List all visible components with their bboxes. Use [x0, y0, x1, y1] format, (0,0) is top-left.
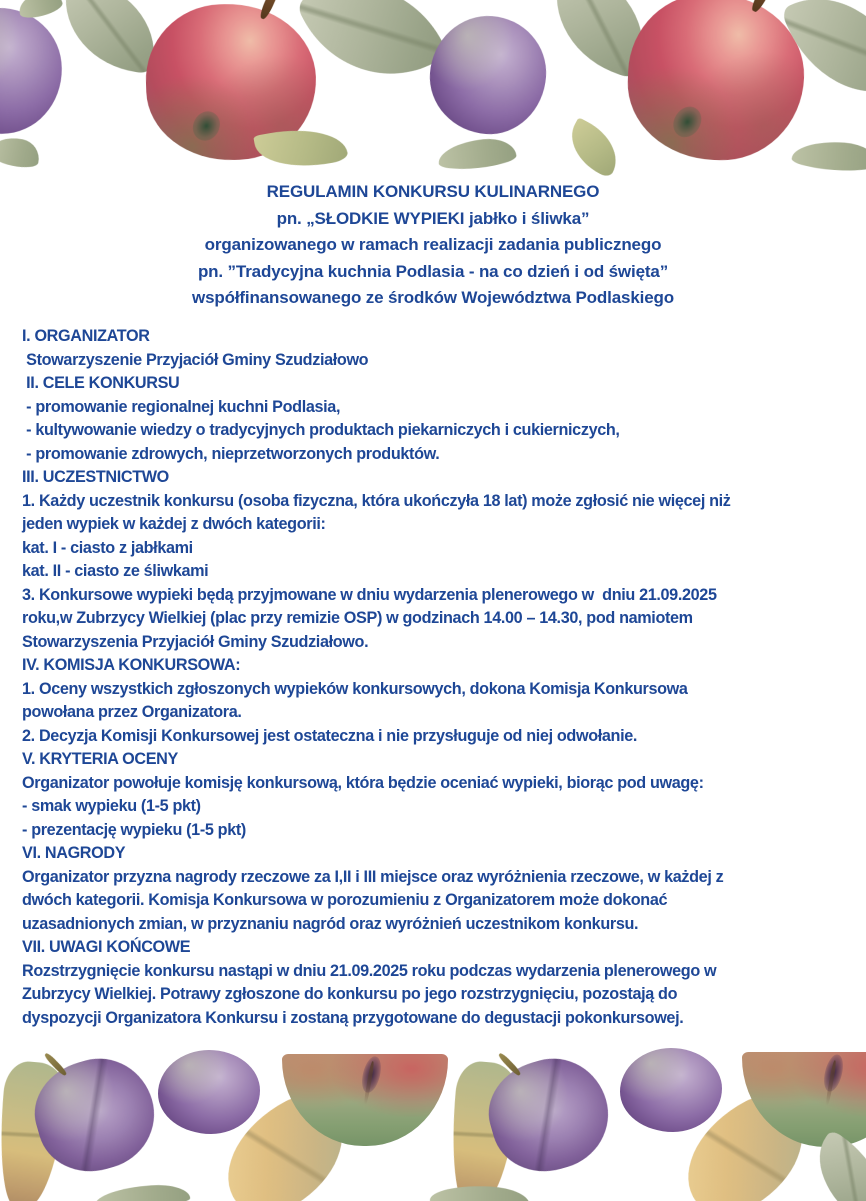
body-line: powołana przez Organizatora.: [22, 703, 242, 721]
body-line: - promowanie regionalnej kuchni Podlasia,: [22, 397, 341, 416]
olive-leaf-illustration: [253, 120, 349, 175]
sage-leaf-illustration: [797, 1129, 866, 1201]
body-line: V. KRYTERIA OCENY: [22, 750, 178, 768]
plum-illustration: [426, 12, 550, 138]
body-line: Stowarzyszenia Przyjaciół Gminy Szudziałowo.: [22, 632, 369, 651]
body-line: 1. Każdy uczestnik konkursu (osoba fizyczna, która ukończyła 18 lat) może zgłosić nie więcej niż: [22, 491, 731, 510]
body-line: roku,w Zubrzycy Wielkiej (plac przy remizie OSP) w godzinach 14.00 – 14.30, pod namiotem: [22, 609, 693, 627]
title-line: pn. „SŁODKIE WYPIEKI jabłko i śliwka”: [276, 208, 590, 228]
long-leaf-illustration: [446, 1060, 520, 1201]
body-line: II. CELE KONKURSU: [22, 374, 180, 392]
body-line: jeden wypiek w każdej z dwóch kategorii:: [22, 515, 326, 533]
olive-leaf-illustration: [560, 117, 628, 179]
body-line: Organizator przyzna nagrody rzeczowe za I,II i III miejsce oraz wyróżnienia rzeczowe, w każdej z: [22, 867, 724, 886]
plum-illustration: [158, 1050, 260, 1134]
body-line: kat. I - ciasto z jabłkami: [22, 538, 193, 557]
body-line: III. UCZESTNICTWO: [22, 468, 169, 486]
body-line: 2. Decyzja Komisji Konkursowej jest ostateczna i nie przysługuje od niej odwołanie.: [22, 726, 638, 745]
body-line: 3. Konkursowe wypieki będą przyjmowane w dniu wydarzenia plenerowego w dniu 21.09.2025: [22, 585, 717, 604]
body-line: Zubrzycy Wielkiej. Potrawy zgłoszone do konkursu po jego rozstrzygnięciu, pozostają do: [22, 985, 678, 1003]
body-line: VII. UWAGI KOŃCOWE: [22, 938, 191, 956]
body-line: - promowanie zdrowych, nieprzetworzonych produktów.: [22, 444, 440, 463]
leaf-tip-illustration: [791, 139, 866, 173]
leaf-tip-illustration: [429, 1183, 530, 1201]
body-line: Stowarzyszenie Przyjaciół Gminy Szudziałowo: [22, 350, 369, 369]
plum-illustration: [477, 1046, 621, 1184]
body-line: 1. Oceny wszystkich zgłoszonych wypieków konkursowych, dokona Komisja Konkursowa: [22, 679, 688, 698]
leaf-tip-illustration: [16, 0, 65, 21]
yellow-leaf-illustration: [205, 1083, 365, 1201]
yellow-leaf-illustration: [665, 1083, 825, 1201]
title-line: pn. ”Tradycyjna kuchnia Podlasia - na co dzień i od święta”: [197, 261, 669, 281]
body-line: kat. II - ciasto ze śliwkami: [22, 562, 209, 580]
document-body-block: [22, 325, 858, 1030]
body-line: IV. KOMISJA KONKURSOWA:: [22, 656, 241, 674]
body-line: uzasadnionych zmian, w przyznaniu nagród oraz wyróżnień uczestnikom konkursu.: [22, 914, 639, 933]
body-line: I. ORGANIZATOR: [22, 327, 150, 345]
body-line: Organizator powołuje komisję konkursową, która będzie oceniać wypieki, biorąc pod uwagę:: [22, 773, 704, 792]
plum-illustration: [0, 2, 68, 140]
plum-illustration: [23, 1046, 167, 1184]
title-line: REGULAMIN KONKURSU KULINARNEGO: [266, 182, 600, 201]
long-leaf-illustration: [0, 1060, 68, 1201]
body-line: Rozstrzygnięcie konkursu nastąpi w dniu 21.09.2025 roku podczas wydarzenia plenerowego w: [22, 961, 717, 980]
green-apple-illustration: [282, 1054, 448, 1146]
red-apple-illustration: [143, 1, 318, 163]
body-line: dwóch kategorii. Komisja Konkursowa w porozumieniu z Organizatorem może dokonać: [22, 891, 668, 909]
leaf-tip-illustration: [94, 1183, 190, 1201]
document-title-block: [0, 179, 866, 312]
title-line: współfinansowanego ze środków Województwa Podlaskiego: [192, 288, 674, 307]
sage-leaf-illustration: [295, 0, 449, 107]
sage-leaf-illustration: [780, 0, 866, 118]
leaf-tip-illustration: [0, 133, 42, 171]
body-line: - prezentację wypieku (1-5 pkt): [22, 820, 246, 839]
body-line: dyspozycji Organizatora Konkursu i zostaną przygotowane do degustacji pokonkursowej.: [22, 1008, 684, 1027]
green-apple-illustration: [742, 1052, 866, 1147]
body-line: - smak wypieku (1-5 pkt): [22, 797, 201, 815]
sage-leaf-illustration: [537, 0, 664, 80]
body-line: VI. NAGRODY: [22, 844, 126, 862]
body-line: - kultywowanie wiedzy o tradycyjnych produktach piekarniczych i cukierniczych,: [22, 421, 620, 439]
title-line: organizowanego w ramach realizacji zadania publicznego: [204, 235, 662, 254]
sage-leaf-illustration: [57, 0, 164, 74]
red-apple-illustration: [625, 0, 807, 163]
leaf-tip-illustration: [437, 136, 517, 172]
plum-illustration: [620, 1048, 722, 1132]
